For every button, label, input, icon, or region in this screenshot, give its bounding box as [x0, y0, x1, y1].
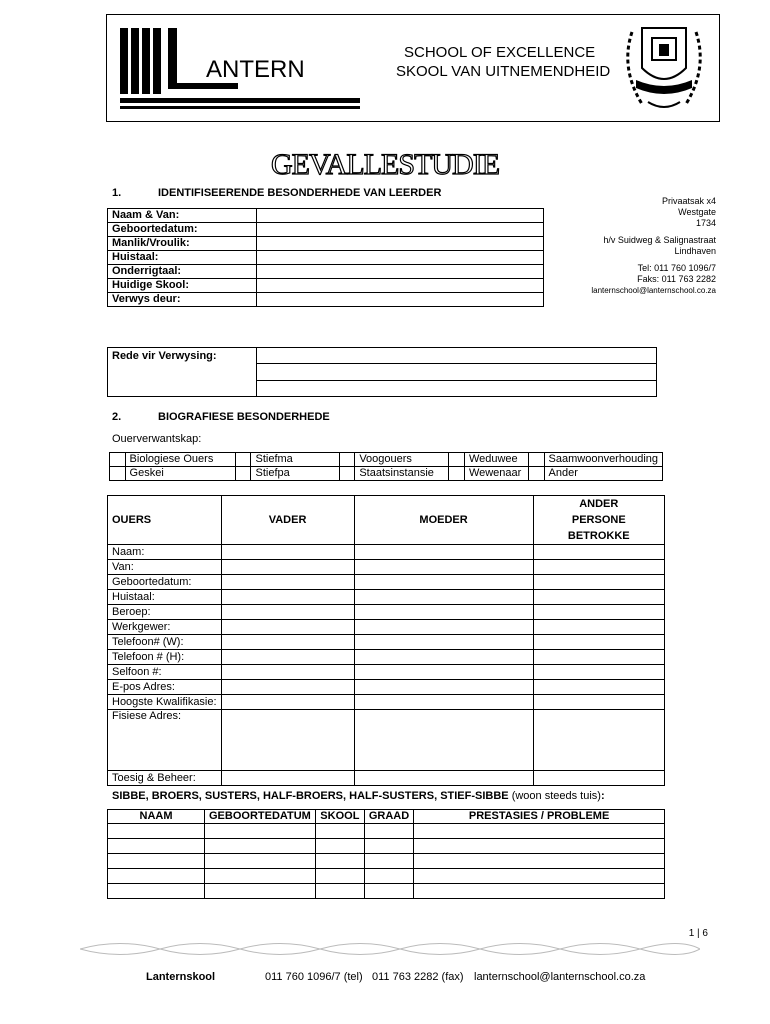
- cell[interactable]: [315, 854, 364, 869]
- cell[interactable]: [315, 884, 364, 899]
- row-label: Huistaal:: [108, 590, 222, 605]
- cell[interactable]: [108, 839, 205, 854]
- option-label: Stiefpa: [251, 467, 339, 481]
- cell[interactable]: [414, 854, 665, 869]
- row-label: Toesig & Beheer:: [108, 771, 222, 786]
- cell[interactable]: [221, 590, 354, 605]
- checkbox[interactable]: [449, 453, 465, 467]
- checkbox[interactable]: [528, 467, 544, 481]
- address-line: Faks: 011 763 2282: [637, 274, 716, 284]
- option-label: Biologiese Ouers: [125, 453, 235, 467]
- page-title: GEVALLESTUDIE: [270, 148, 500, 181]
- school-crest-icon: [612, 18, 716, 118]
- cell[interactable]: [205, 854, 316, 869]
- cell[interactable]: [533, 590, 664, 605]
- option-label: Weduwee: [464, 453, 528, 467]
- field-value[interactable]: [257, 251, 544, 265]
- address-email: lanternschool@lanternschool.co.za: [591, 286, 716, 295]
- cell[interactable]: [354, 771, 533, 786]
- cell[interactable]: [533, 575, 664, 590]
- field-value[interactable]: [257, 279, 544, 293]
- logo-text: ANTERN: [206, 56, 305, 83]
- field-label: Verwys deur:: [108, 293, 257, 307]
- cell[interactable]: [221, 650, 354, 665]
- cell[interactable]: [354, 620, 533, 635]
- cell[interactable]: [221, 560, 354, 575]
- cell[interactable]: [221, 545, 354, 560]
- column-header: GRAAD: [364, 810, 413, 824]
- row-label: Selfoon #:: [108, 665, 222, 680]
- siblings-table: [107, 809, 665, 899]
- cell[interactable]: [205, 824, 316, 839]
- checkbox[interactable]: [110, 467, 126, 481]
- field-value[interactable]: [257, 223, 544, 237]
- row-label: Van:: [108, 560, 222, 575]
- column-header: PRESTASIES / PROBLEME: [414, 810, 665, 824]
- cell[interactable]: [414, 824, 665, 839]
- section-2-heading: BIOGRAFIESE BESONDERHEDE: [158, 411, 330, 423]
- cell[interactable]: [533, 560, 664, 575]
- checkbox[interactable]: [235, 453, 251, 467]
- footer-tel: 011 760 1096/7 (tel): [265, 971, 363, 983]
- row-label: Fisiese Adres:: [108, 710, 222, 771]
- cell[interactable]: [533, 545, 664, 560]
- cell[interactable]: [354, 665, 533, 680]
- option-label: Stiefma: [251, 453, 339, 467]
- cell[interactable]: [533, 605, 664, 620]
- referral-line[interactable]: [257, 348, 657, 364]
- address-line: 1734: [695, 218, 716, 228]
- field-label: Huistaal:: [108, 251, 257, 265]
- column-header: MOEDER: [354, 496, 533, 545]
- option-label: Saamwoonverhouding: [544, 453, 662, 467]
- address-block: [591, 196, 716, 296]
- cell[interactable]: [221, 680, 354, 695]
- cell[interactable]: [364, 839, 413, 854]
- row-label: Naam:: [108, 545, 222, 560]
- referral-line[interactable]: [257, 364, 657, 380]
- page-number: 1 | 6: [688, 928, 708, 939]
- cell[interactable]: [533, 710, 664, 771]
- checkbox[interactable]: [339, 453, 355, 467]
- relationship-label: Ouerverwantskap:: [112, 433, 202, 445]
- referral-line[interactable]: [257, 380, 657, 396]
- column-header: GEBOORTEDATUM: [205, 810, 316, 824]
- option-label: Ander: [544, 467, 662, 481]
- cell[interactable]: [354, 545, 533, 560]
- row-label: Geboortedatum:: [108, 575, 222, 590]
- cell[interactable]: [364, 884, 413, 899]
- field-label: Onderrigtaal:: [108, 265, 257, 279]
- learner-details-table: [107, 208, 544, 307]
- cell[interactable]: [533, 650, 664, 665]
- row-label: Beroep:: [108, 605, 222, 620]
- cell[interactable]: [315, 839, 364, 854]
- option-label: Staatsinstansie: [355, 467, 449, 481]
- cell[interactable]: [533, 620, 664, 635]
- cell[interactable]: [354, 650, 533, 665]
- cell[interactable]: [315, 824, 364, 839]
- row-label: Hoogste Kwalifikasie:: [108, 695, 222, 710]
- ornament-divider-icon: [80, 938, 700, 960]
- footer-fax: 011 763 2282 (fax): [372, 971, 464, 983]
- field-value[interactable]: [257, 237, 544, 251]
- address-line: Lindhaven: [674, 246, 716, 256]
- tagline-english: SCHOOL OF EXCELLENCE: [404, 44, 596, 61]
- checkbox[interactable]: [528, 453, 544, 467]
- cell[interactable]: [354, 590, 533, 605]
- cell[interactable]: [205, 839, 316, 854]
- cell[interactable]: [364, 824, 413, 839]
- cell[interactable]: [221, 771, 354, 786]
- cell[interactable]: [221, 665, 354, 680]
- row-label: Werkgewer:: [108, 620, 222, 635]
- cell[interactable]: [315, 869, 364, 884]
- option-label: Voogouers: [355, 453, 449, 467]
- checkbox[interactable]: [339, 467, 355, 481]
- checkbox[interactable]: [449, 467, 465, 481]
- cell[interactable]: [354, 695, 533, 710]
- cell[interactable]: [221, 605, 354, 620]
- column-header: ANDER PERSONE BETROKKE: [533, 496, 664, 545]
- field-label: Naam & Van:: [108, 209, 257, 223]
- cell[interactable]: [354, 680, 533, 695]
- cell[interactable]: [364, 854, 413, 869]
- footer-school: Lanternskool: [146, 971, 216, 983]
- cell[interactable]: [221, 620, 354, 635]
- siblings-heading: [112, 790, 605, 802]
- address-line: Tel: 011 760 1096/7: [637, 263, 716, 273]
- cell[interactable]: [354, 605, 533, 620]
- address-line: Privaatsak x4: [661, 196, 716, 206]
- cell[interactable]: [533, 771, 664, 786]
- cell[interactable]: [108, 854, 205, 869]
- cell[interactable]: [221, 575, 354, 590]
- row-label: E-pos Adres:: [108, 680, 222, 695]
- cell[interactable]: [354, 635, 533, 650]
- cell[interactable]: [354, 560, 533, 575]
- cell[interactable]: [533, 680, 664, 695]
- cell[interactable]: [533, 695, 664, 710]
- cell[interactable]: [354, 575, 533, 590]
- checkbox[interactable]: [235, 467, 251, 481]
- field-value[interactable]: [257, 209, 544, 223]
- cell[interactable]: [354, 710, 533, 771]
- cell[interactable]: [108, 824, 205, 839]
- column-header: SKOOL: [315, 810, 364, 824]
- cell[interactable]: [414, 884, 665, 899]
- cell[interactable]: [533, 665, 664, 680]
- field-label: Manlik/Vroulik:: [108, 237, 257, 251]
- section-1-number: 1.: [112, 187, 122, 199]
- address-line: h/v Suidweg & Salignastraat: [603, 235, 716, 245]
- field-label: Huidige Skool:: [108, 279, 257, 293]
- field-value[interactable]: [257, 265, 544, 279]
- cell[interactable]: [533, 635, 664, 650]
- field-value[interactable]: [257, 293, 544, 307]
- cell[interactable]: [364, 869, 413, 884]
- cell[interactable]: [205, 884, 316, 899]
- section-2-number: 2.: [112, 411, 122, 423]
- siblings-heading-colon: :: [600, 790, 605, 802]
- cell[interactable]: [221, 635, 354, 650]
- parents-table: [107, 495, 665, 786]
- option-label: Geskei: [125, 467, 235, 481]
- referral-table: [107, 347, 657, 397]
- row-label: Telefoon # (H):: [108, 650, 222, 665]
- option-label: Wewenaar: [464, 467, 528, 481]
- column-header: VADER: [221, 496, 354, 545]
- relationship-options-table: [109, 452, 663, 481]
- checkbox[interactable]: [110, 453, 126, 467]
- siblings-heading-bold: SIBBE, BROERS, SUSTERS, HALF-BROERS, HALF-SUSTERS, STIEF-SIBBE: [112, 790, 509, 802]
- cell[interactable]: [221, 710, 354, 771]
- cell[interactable]: [414, 869, 665, 884]
- siblings-heading-note: (woon steeds tuis): [511, 790, 601, 802]
- row-label: Telefoon# (W):: [108, 635, 222, 650]
- cell[interactable]: [205, 869, 316, 884]
- field-label: Geboortedatum:: [108, 223, 257, 237]
- cell[interactable]: [221, 695, 354, 710]
- cell[interactable]: [108, 884, 205, 899]
- address-line: Westgate: [678, 207, 716, 217]
- cell[interactable]: [414, 839, 665, 854]
- referral-label: Rede vir Verwysing:: [108, 348, 257, 397]
- column-header: OUERS: [108, 496, 222, 545]
- section-1-heading: IDENTIFISEERENDE BESONDERHEDE VAN LEERDER: [158, 187, 442, 199]
- column-header: NAAM: [108, 810, 205, 824]
- cell[interactable]: [108, 869, 205, 884]
- tagline-afrikaans: SKOOL VAN UITNEMENDHEID: [396, 63, 611, 80]
- footer-email: lanternschool@lanternschool.co.za: [474, 971, 646, 983]
